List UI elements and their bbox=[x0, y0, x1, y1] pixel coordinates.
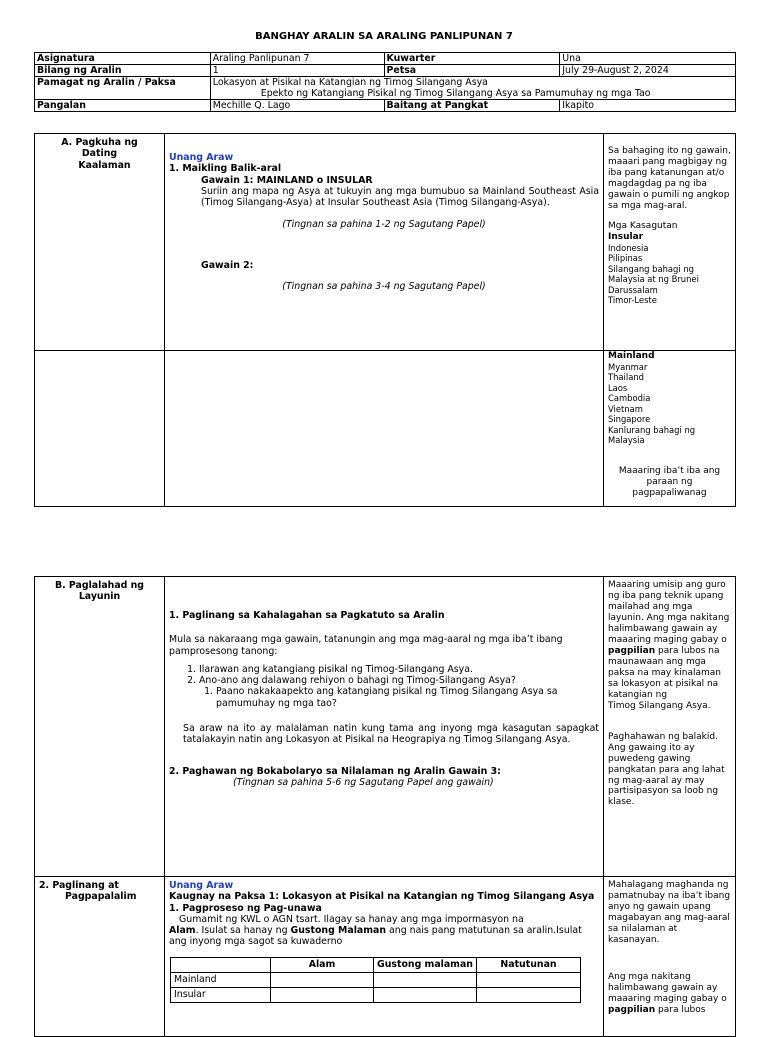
section-b-label-line2: Layunin bbox=[78, 591, 121, 603]
section-2-day: Unang Araw bbox=[169, 880, 234, 891]
list-item: Laos bbox=[608, 382, 628, 393]
table-row bbox=[171, 972, 581, 987]
insular-list bbox=[608, 243, 731, 306]
kwl-cell bbox=[271, 987, 374, 1002]
section-b-heading2: 2. Paghawan ng Bokabolaryo sa Nilalaman ng Aralin Gawain 3: bbox=[169, 765, 501, 777]
section-a-row2-label bbox=[35, 351, 165, 507]
kwl-cell bbox=[271, 972, 374, 987]
list-item: Singapore bbox=[608, 414, 651, 425]
document-title: BANGHAY ARALIN SA ARALING PANLIPUNAN 7 bbox=[255, 31, 513, 42]
section-b-notes bbox=[604, 577, 736, 877]
kwl-chart-table bbox=[170, 957, 581, 1003]
list-item: Darussalam bbox=[608, 284, 658, 295]
section-b-side-note1-end: Timog Silangang Asya. bbox=[608, 700, 711, 711]
kwl-cell bbox=[477, 987, 581, 1002]
info-row-pangalan bbox=[35, 100, 736, 112]
kwl-header-alam: Alam bbox=[271, 957, 374, 972]
question-item: 2. Ano-ano ang dalawang rehiyon o bahagi ng Timog-Silangang Asya? bbox=[199, 675, 599, 686]
kwl-header-row bbox=[171, 957, 581, 972]
section-2-notes bbox=[604, 877, 736, 1037]
note-text: para lubos na maunawaan ang mga paksa na may kinalaman sa lokasyon at pisikal na katangian ng bbox=[608, 645, 721, 700]
section-a-label bbox=[35, 134, 165, 351]
list-item: Cambodia bbox=[608, 393, 651, 404]
pangalan-value: Mechille Q. Lago bbox=[210, 100, 384, 112]
section-b-heading2-ref: (Tingnan sa pahina 5-6 ng Sagutang Papel ang gawain) bbox=[233, 776, 494, 788]
pamagat-line1: Lokasyon at Pisikal na Katangian ng Timog Silangang Asya bbox=[212, 77, 488, 88]
section-2-instruction-cont bbox=[169, 925, 599, 948]
kwl-header-natutunan: Natutunan bbox=[477, 957, 581, 972]
list-item: Myanmar bbox=[608, 361, 648, 372]
section-2-side-note1: Mahalagang maghanda ng pamatnubay na iba’t ibang anyo ng gawain upang magabayan ang mag-aaral sa nilalaman at kasanayan. bbox=[608, 880, 731, 945]
section-a-row2-notes bbox=[604, 351, 736, 507]
kwl-cell bbox=[477, 972, 581, 987]
section-2-label-line1: 2. Paglinang at bbox=[39, 880, 119, 891]
section-2-side-note2 bbox=[608, 972, 731, 1016]
section-b-closing: Sa araw na ito ay malalaman natin kung tama ang inyong mga kasagutan sapagkat tatalakayin natin ang Lokasyon at Pisikal na Heograpiya ng Timog Silangang Asya. bbox=[183, 722, 599, 746]
list-item: Silangang bahagi ng bbox=[608, 263, 694, 274]
list-item: Indonesia bbox=[608, 242, 649, 253]
section-a-row1 bbox=[35, 134, 736, 351]
subquestion-item: 1. Paano nakakaapekto ang katangiang pisikal ng Timog Silangang Asya sa pamumuhay ng mga tao? bbox=[216, 686, 599, 709]
list-item: Pilipinas bbox=[608, 253, 643, 264]
note-text: Ang mga nakitang halimbawang gawain ay maaaring maging gabay o bbox=[608, 971, 727, 1004]
pamagat-line2: Epekto ng Katangiang Pisikal ng Timog Silangang Asya sa Pamumuhay ng mga Tao bbox=[260, 88, 651, 99]
section-a-row2 bbox=[35, 351, 736, 507]
info-row-asignatura bbox=[35, 53, 736, 65]
subquestion-list bbox=[169, 686, 599, 709]
list-item: Malaysia at ng Brunei bbox=[608, 274, 699, 285]
kwl-row-label: Mainland bbox=[171, 972, 271, 987]
pamagat-value bbox=[210, 77, 735, 100]
list-item: Malaysia bbox=[608, 435, 645, 446]
mainland-list bbox=[608, 362, 731, 446]
note-bold-text: pagpilian bbox=[608, 645, 656, 656]
note-text: Maaaring umisip ang guro ng iba pang teknik upang mailahad ang mga layunin. Ang mga nakitang halimbawang gawain ay maaaring maging gabay o bbox=[608, 580, 730, 645]
kuwarter-value: Una bbox=[560, 53, 736, 65]
note-text: para lubos bbox=[658, 1004, 706, 1015]
section-b-side-note1 bbox=[608, 580, 731, 701]
section-b-side-note2: Paghahawan ng balakid. Ang gawaing ito ay puwedeng gawing pangkatan para ang lahat ng mag-aaral ay may partisipasyon sa loob ng klase. bbox=[608, 731, 725, 808]
pamagat-label: Pamagat ng Aralin / Paksa bbox=[35, 77, 211, 100]
section-a-table bbox=[34, 133, 736, 507]
section-a-side-note: Sa bahaging ito ng gawain, maaari pang magbigay ng iba pang katanungan at/o magdagdag pa ng iba gawain o pumili ng angkop sa mga mag-aral. bbox=[608, 146, 731, 211]
pangalan-label: Pangalan bbox=[35, 100, 211, 112]
list-item: Kanlurang bahagi ng bbox=[608, 424, 696, 435]
asignatura-value: Araling Panlipunan 7 bbox=[210, 53, 384, 65]
section-b-intro: Mula sa nakaraang mga gawain, tatanungin ang mga mag-aaral ng mga iba’t ibang pamprosesong tanong: bbox=[169, 634, 563, 657]
section-a-notes bbox=[604, 134, 736, 351]
question-list bbox=[169, 664, 599, 687]
section-2-content bbox=[165, 877, 604, 1037]
section-2-row bbox=[35, 877, 736, 1037]
section-a-label-line3: Kaalaman bbox=[78, 159, 131, 171]
section-b-content bbox=[165, 577, 604, 877]
instr-text: Gumamit ng KWL o AGN tsart. Ilagay sa hanay ang mga impormasyon na bbox=[179, 913, 524, 925]
kwl-header-gustong: Gustong malaman bbox=[374, 957, 477, 972]
kwl-header-blank bbox=[171, 957, 271, 972]
baitang-value: Ikapito bbox=[560, 100, 736, 112]
list-item: Vietnam bbox=[608, 403, 643, 414]
kwl-cell bbox=[374, 987, 477, 1002]
petsa-value: July 29-August 2, 2024 bbox=[560, 65, 736, 77]
answers-title: Mga Kasagutan bbox=[608, 220, 678, 231]
section-a-content bbox=[165, 134, 604, 351]
lesson-info-table bbox=[34, 52, 736, 112]
section-2-item1: 1. Pagproseso ng Pag-unawa bbox=[169, 902, 322, 914]
instr-text: ang nais pang matutunan sa aralin.Isulat ang inyong mga sagot sa kuwaderno bbox=[169, 925, 582, 948]
section-b-label bbox=[35, 577, 165, 877]
section-2-instruction bbox=[169, 914, 599, 925]
kwl-row-label: Insular bbox=[171, 987, 271, 1002]
section-2-label bbox=[35, 877, 165, 1037]
closing-note: Maaaring iba’t iba ang paraan ng pagpapaliwanag bbox=[618, 465, 721, 498]
table-row bbox=[171, 987, 581, 1002]
section-b-row bbox=[35, 577, 736, 877]
question-item: 1. Ilarawan ang katangiang pisikal ng Timog-Silangang Asya. bbox=[199, 664, 599, 675]
mainland-title: Mainland bbox=[608, 351, 655, 361]
insular-title: Insular bbox=[608, 231, 644, 242]
kwl-cell bbox=[374, 972, 477, 987]
balik-aral-heading: 1. Maikling Balik-aral bbox=[169, 163, 282, 175]
section-a-label-line2: Dating bbox=[81, 148, 118, 160]
section-2-label-line2: Pagpapalalim bbox=[65, 891, 137, 903]
section-2-topic: Kaugnay na Paksa 1: Lokasyon at Pisikal na Katangian ng Timog Silangang Asya bbox=[169, 891, 595, 903]
bilang-label: Bilang ng Aralin bbox=[35, 65, 211, 77]
asignatura-label: Asignatura bbox=[35, 53, 211, 65]
instr-gustong: Gustong Malaman bbox=[290, 925, 387, 937]
kuwarter-label: Kuwarter bbox=[384, 53, 560, 65]
section-a-label-line1: A. Pagkuha ng bbox=[61, 137, 138, 148]
section-b-label-line1: B. Paglalahad ng bbox=[54, 580, 145, 591]
day-heading: Unang Araw bbox=[169, 152, 234, 163]
bilang-value: 1 bbox=[210, 65, 384, 77]
list-item: Timor-Leste bbox=[608, 295, 657, 306]
gawain1-text: Suriin ang mapa ng Asya at tukuyin ang mga bumubuo sa Mainland Southeast Asia (Timog Silangang-Asya) at Insular Southeast Asia (Timog Silangang-Asya). bbox=[201, 185, 599, 209]
note-bold-text: pagpilian bbox=[608, 1004, 656, 1015]
list-item: Thailand bbox=[608, 372, 644, 383]
instr-alam: Alam bbox=[169, 925, 196, 937]
petsa-label: Petsa bbox=[384, 65, 560, 77]
info-row-pamagat bbox=[35, 77, 736, 100]
gawain2-reference: (Tingnan sa pahina 3-4 ng Sagutang Papel) bbox=[282, 280, 486, 292]
gawain2-title: Gawain 2: bbox=[201, 259, 254, 271]
section-b-heading1: 1. Paglinang sa Kahalagahan sa Pagkatuto sa Aralin bbox=[169, 610, 445, 621]
baitang-label: Baitang at Pangkat bbox=[384, 100, 560, 112]
gawain1-reference: (Tingnan sa pahina 1-2 ng Sagutang Papel) bbox=[282, 219, 486, 231]
section-b-table bbox=[34, 576, 736, 1037]
info-row-bilang bbox=[35, 65, 736, 77]
section-a-row2-content bbox=[165, 351, 604, 507]
instr-text: . Isulat sa hanay ng bbox=[195, 925, 288, 937]
gawain1-title: Gawain 1: MAINLAND o INSULAR bbox=[201, 174, 373, 186]
